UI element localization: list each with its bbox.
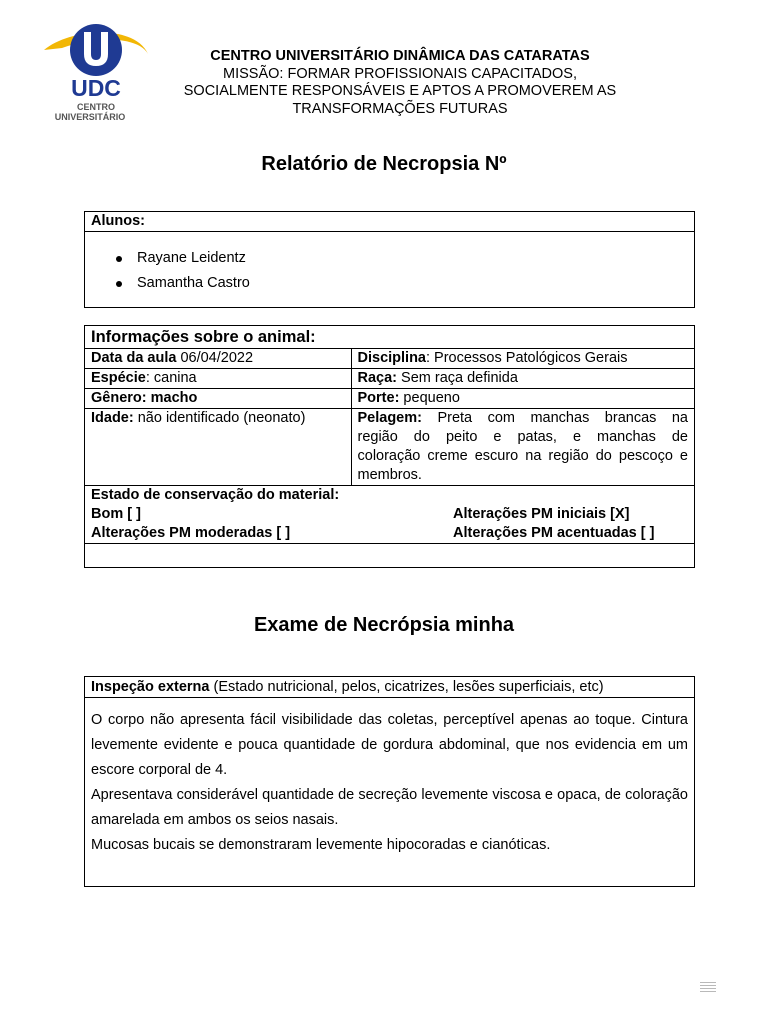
species-value: : canina	[145, 370, 197, 386]
student-name: Samantha Castro	[137, 271, 694, 296]
svg-text:CENTRO: CENTRO	[77, 102, 115, 112]
size-value: pequeno	[399, 390, 460, 406]
size-cell	[351, 389, 694, 409]
species-cell	[85, 369, 351, 389]
mission-line: MISSÃO: FORMAR PROFISSIONAIS CAPACITADOS,	[223, 65, 577, 82]
age-value: não identificado (neonato)	[133, 410, 306, 426]
exam-title: Exame de Necrópsia minha	[253, 614, 515, 636]
exam-paragraph: Mucosas bucais se demonstraram levemente hipocoradas e cianóticas.	[91, 837, 551, 853]
svg-text:UDC: UDC	[71, 75, 121, 101]
animal-info-table	[85, 326, 694, 544]
class-date-label: Data da aula	[91, 350, 177, 366]
mission-line: TRANSFORMAÇÕES FUTURAS	[292, 100, 508, 117]
students-list	[85, 246, 694, 296]
student-name: Rayane Leidentz	[137, 246, 694, 271]
udc-logo	[40, 20, 152, 124]
external-inspection-label: Inspeção externa	[91, 679, 210, 695]
breed-cell	[351, 369, 694, 389]
discipline-value: : Processos Patológicos Gerais	[426, 350, 628, 366]
external-inspection-header	[85, 677, 694, 698]
gender-cell	[85, 389, 351, 409]
discipline-cell	[351, 349, 694, 369]
institution-header	[150, 48, 650, 118]
breed-value: Sem raça definida	[397, 370, 518, 386]
breed-label: Raça:	[357, 370, 397, 386]
size-label: Porte:	[357, 390, 400, 406]
coat-text: Preta com manchas brancas na	[421, 410, 688, 426]
conservation-cell	[85, 486, 694, 544]
gender-label: Gênero: macho	[91, 390, 198, 406]
exam-paragraph: O corpo não apresenta fácil visibilidade das coletas, perceptível apenas ao toque. Cintura levemente evidente e pouca quantidade de gordura abdominal, que nos evidencia em um escore corporal de 4.	[91, 712, 688, 778]
students-box	[84, 211, 695, 308]
external-inspection-box	[84, 676, 695, 887]
institution-name: CENTRO UNIVERSITÁRIO DINÂMICA DAS CATARATAS	[210, 48, 590, 64]
species-label: Espécie	[91, 370, 146, 386]
students-label: Alunos:	[85, 212, 694, 232]
exam-paragraph: Apresentava considerável quantidade de secreção levemente viscosa e opaca, de coloração amarelada em ambos os seios nasais.	[91, 787, 688, 828]
conservation-moderate: Alterações PM moderadas [ ]	[91, 525, 291, 541]
animal-info-box	[84, 325, 695, 568]
external-inspection-note: (Estado nutricional, pelos, cicatrizes, lesões superficiais, etc)	[209, 679, 604, 695]
coat-cell	[351, 409, 694, 486]
age-label: Idade:	[91, 410, 134, 426]
coat-line: coloração creme escuro na região do pescoço e	[357, 448, 688, 464]
coat-line: membros.	[357, 467, 422, 483]
svg-text:UNIVERSITÁRIO: UNIVERSITÁRIO	[54, 112, 126, 122]
coat-line	[358, 409, 689, 428]
class-date-value: 06/04/2022	[176, 350, 254, 366]
external-inspection-body	[85, 698, 694, 858]
conservation-label: Estado de conservação do material:	[91, 487, 340, 503]
age-cell	[85, 409, 351, 486]
document-lines-icon	[700, 982, 716, 994]
coat-label: Pelagem:	[357, 410, 422, 426]
animal-info-caption: Informações sobre o animal:	[85, 326, 694, 349]
report-title: Relatório de Necropsia Nº	[261, 153, 507, 175]
class-date-cell	[85, 349, 351, 369]
conservation-marked: Alterações PM acentuadas [ ]	[453, 525, 655, 541]
discipline-label: Disciplina	[357, 350, 426, 366]
coat-line: região do peito e patas, e manchas de	[357, 429, 688, 445]
conservation-good: Bom [ ]	[91, 506, 141, 522]
mission-line: SOCIALMENTE RESPONSÁVEIS E APTOS A PROMOVEREM AS	[183, 83, 617, 99]
conservation-initial: Alterações PM iniciais [X]	[453, 506, 630, 522]
